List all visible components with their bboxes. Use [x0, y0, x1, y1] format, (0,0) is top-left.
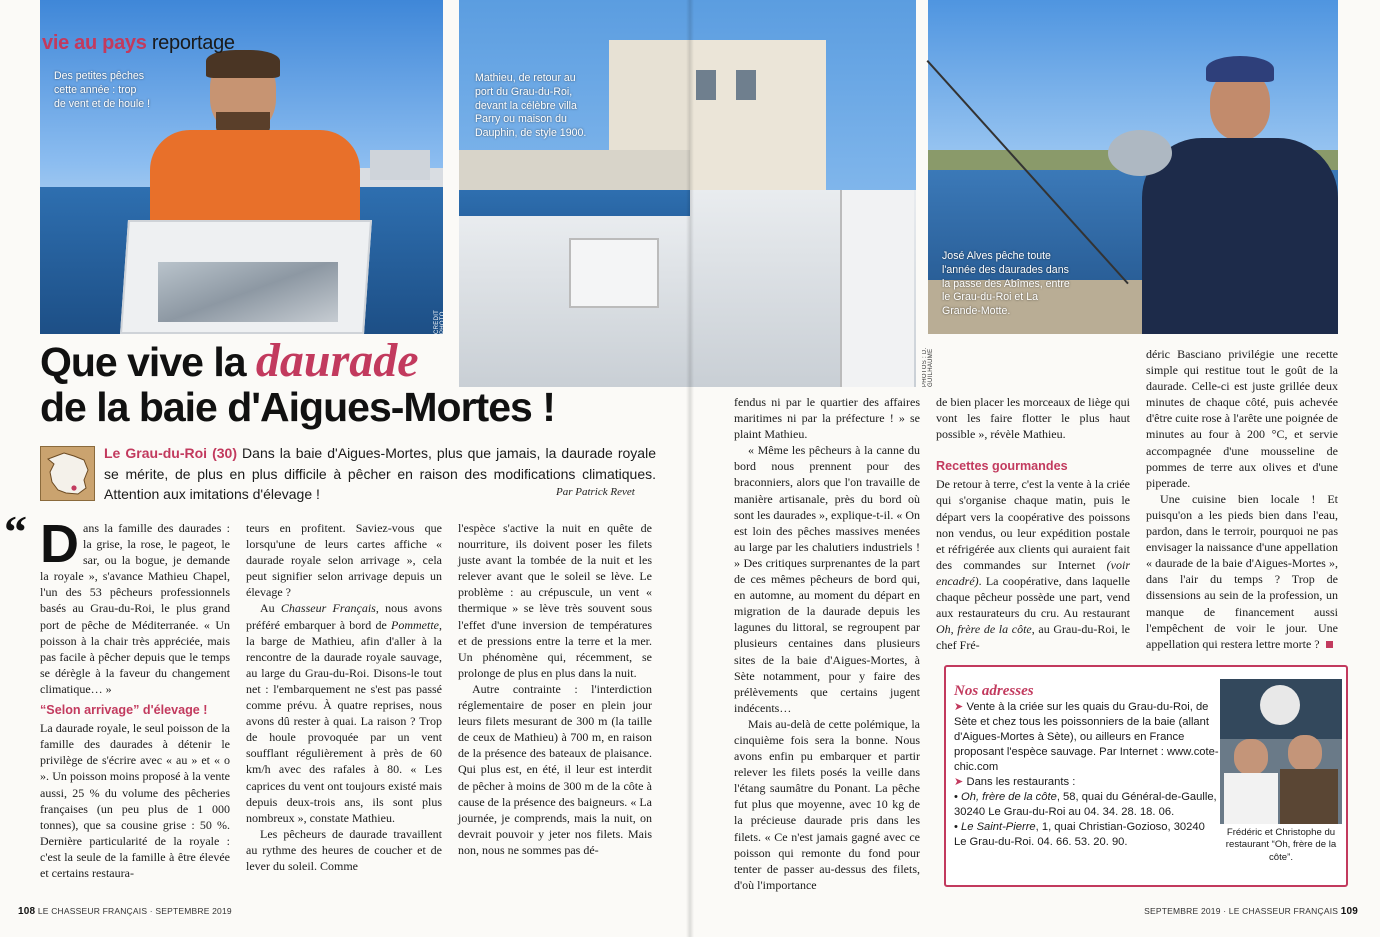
column-3 [458, 520, 652, 858]
column-5 [936, 394, 1130, 653]
caption-photo3: José Alves pêche toute l'année des daurades dans la passe des Abîmes, entre le Grau-du-Roi et La Grande-Motte. [942, 250, 1070, 318]
col4-para1: fendus ni par le quartier des affaires maritimes ni par la préfecture ! » se plaint Mathieu. [734, 395, 920, 442]
author-byline: Par Patrick Revet [556, 486, 635, 498]
page-number-left: 108 [18, 906, 36, 917]
caption-photo1: Des petites pêches cette année : trop de vent et de houle ! [54, 70, 151, 110]
box-photo-caption: Frédéric et Christophe du restaurant “Oh, frère de la côte”. [1225, 827, 1337, 863]
col3-para1: l'espèce s'active la nuit en quête de nourriture, ils doivent poser les filets juste avant la tombée de la nuit et les relever avant que le soleil se lève. Le problème : au crépuscule, un vent « thermique » se lève très souvent sous l'effet d'une inversion de températures et de pressions entre la terre et la mer. Un phénomène qui, récemment, se prolonge de plus en plus dans la nuit. [458, 521, 652, 680]
col2-para1: teurs en profitent. Saviez-vous que lorsqu'une de leurs cartes affiche « daurade royale selon arrivage », cela peut signifier selon arrivage depuis un élevage ? [246, 521, 442, 600]
col2-para3: Les pêcheurs de daurade travaillent au rythme des heures de coucher et de lever du soleil. Comme [246, 826, 442, 873]
article-title [40, 334, 555, 430]
caption-photo2: Mathieu, de retour au port du Grau-du-Roi, devant la célèbre villa Parry ou maison du Dauphin, de style 1900. [475, 72, 587, 140]
title-highlight: daurade [255, 334, 419, 387]
box-item-sale: ➤ Vente à la criée sur les quais du Grau-du-Roi, de Sète et chez tous les poissonniers de la baie (allant d'Aigues-Mortes à Sète), ou ailleurs en France proposant l'espèce sauvage. Par Internet : www.cote-chic.com [954, 701, 1219, 773]
box-item-restaurants: ➤ Dans les restaurants : [954, 776, 1076, 788]
footer-right-text: SEPTEMBRE 2019 · LE CHASSEUR FRANÇAIS [1144, 906, 1339, 916]
col4-para3: Mais au-delà de cette polémique, la cinquième fois sera la bonne. Nous avons enfin pu embarquer et partir relever les filets posés la veille dans l'étang saumâtre du Ponant. La pêche fut plus que moyenne, avec 10 kg de la précieuse daurade pris dans les filets. « Ce n'est jamais gagné avec ce poisson qui remonte du fond pour tenter de passer au-dessus des filets, d'où l'importance [734, 716, 920, 892]
photo-restaurant-chefs [1220, 679, 1342, 824]
box-item-restaurant2: • Le Saint-Pierre, 1, quai Christian-Gozioso, 30240 Le Grau-du-Roi. 04. 66. 53. 20. 90. [954, 821, 1205, 848]
col3-para2: Autre contrainte : l'interdiction réglementaire de poser en plein jour leurs filets mesurant de 300 m (la taille de ceux de Mathieu) à 700 m, en raison de la présence des bateaux de plaisance. Qui plus est, en été, il leur est interdit de pêcher à moins de 300 m de la côte à cause de la présence des baigneurs. « La journée, je comprends, mais la nuit, on devrait pouvoir y jeter nos filets. Mais non, nous ne sommes pas dé- [458, 681, 652, 857]
quote-mark: “ [4, 506, 27, 557]
footer-left [18, 906, 232, 917]
title-start: Que vive la [40, 339, 256, 385]
end-mark-icon [1326, 641, 1333, 648]
page-number-right: 109 [1340, 906, 1358, 917]
box-title: Nos adresses [954, 683, 1034, 699]
intro-text: Dans la baie d'Aigues-Mortes, plus que jamais, la daurade royale se mérite, de plus en plus difficile à pêcher en raison des modifications climatiques. Attention aux imitations d'élevage ! [104, 445, 656, 502]
subheading-recettes: Recettes gourmandes [936, 459, 1068, 474]
box-text [954, 700, 1220, 850]
footer-right [1144, 906, 1358, 917]
photo-jose-alves-fishing [928, 0, 1338, 334]
page-gutter [686, 0, 694, 937]
column-2 [246, 520, 442, 874]
photo-credit: CRÉDIT PHOTO [434, 309, 446, 334]
subheading-selon-arrivage: “Selon arrivage” d'élevage ! [40, 703, 208, 718]
arrow-icon: ➤ [954, 701, 964, 713]
rubric-section: vie au pays [42, 32, 147, 54]
footer-left-text: LE CHASSEUR FRANÇAIS · SEPTEMBRE 2019 [37, 906, 232, 916]
col5-para1: de bien placer les morceaux de liège qui vont les faire flotter le plus haut possible », révèle Mathieu. [936, 395, 1130, 442]
photo-mathieu-at-port [459, 0, 690, 387]
intro-location: Le Grau-du-Roi (30) [104, 445, 237, 461]
col6-para1: déric Basciano privilégie une recette simple qui restitue tout le goût de la daurade. Celle-ci est juste grillée deux minutes de chaque côté, puis achevée d'être cuite rose à l'arête une poignée de minutes au four à 200 °C, et servie accompagnée d'une mousseline de pommes de terre aux olives et d'une piperade. [1146, 347, 1338, 490]
box-item-restaurant1: • Oh, frère de la côte, 58, quai du Général-de-Gaulle, 30240 Le Grau-du-Roi au 04. 34. 28. 18. 06. [954, 791, 1217, 818]
drop-cap: D [40, 514, 79, 574]
column-1 [40, 514, 230, 881]
arrow-icon: ➤ [954, 776, 964, 788]
title-line2: de la baie d'Aigues-Mortes ! [40, 384, 555, 430]
col1-para1: Dans la famille des daurades : la grise, la rose, le pageot, le sar, ou la bogue, je demande la royale », s'avance Mathieu Chapel, l'un des 53 pêcheurs professionnels basés au Grau-du-Roi, le plus grand port de pêche de Méditerranée. « Un poisson à la chair très appréciée, mais pas facile à pêcher depuis que le temps se dérègle à la faveur du changement climatique… » [40, 514, 230, 696]
photo-credit-2: PHOTOS : D. GUILHAUME [922, 347, 934, 387]
addresses-box [944, 665, 1348, 887]
photo-mathieu-at-port-right [690, 0, 934, 387]
col4-para2: « Même les pêcheurs à la canne du bord nous prennent pour des braconniers, alors que l'on travaille de manière artisanale, près du bord où sont les daurades », explique-t-il. « On est loin des pêches massives menées au large par les chalutiers industriels ! » Des critiques surprenantes de la part de ces mêmes pêcheurs de bord qui, en automne, au moment du départ en migration de la daurade depuis les lagunes du littoral, se regroupent par plusieurs centaines dans plusieurs sites de la baie d'Aigues-Mortes, à Sète notamment, pour y faire des prélèvements que certains jugent indécents… [734, 443, 920, 715]
rubric-type: reportage [151, 32, 235, 54]
col5-para2: De retour à terre, c'est la vente à la criée qui s'organise chaque matin, puis le départ vers la coopérative des poissons non vendus, ou leur expédition postale et réfrigérée aux clients qui auraient fait des commandes sur Internet (voir encadré). La coopérative, dans laquelle chaque pêcheur possède une part, vend aux restaurateurs du cru. Au restaurant Oh, frère de la côte, au Grau-du-Roi, le chef Fré- [936, 477, 1130, 653]
france-map-icon [40, 446, 95, 501]
col6-para2: Une cuisine bien locale ! Et puisqu'on a les pieds bien dans l'eau, pardon, dans le terroir, pourquoi ne pas envisager la naissance d'une appellation « daurade de la baie d'Aigues-Mortes », dans l'air du temps ? Trop de dissensions au sein de la profession, un manque de financement aussi l'empêchent de voir le jour. Une appellation qui restera lettre morte ? [1146, 491, 1338, 651]
section-rubric [42, 32, 235, 55]
col2-para2: Au Chasseur Français, nous avons préféré embarquer à bord de Pommette, la barge de Mathieu, afin d'aller à la rencontre de la daurade royale sauvage, au large du Grau-du-Roi. Disons-le tout net : l'embarquement ne s'est pas passé comme prévu. À quatre reprises, nous avons dû rester à quai. La raison ? Trop de houle provoquée par un vent soufflant régulièrement à près de 60 km/h avec des rafales à 80. « Les caprices du vent ont toujours existé mais depuis deux-trois ans, ils sont plus nombreux », constate Mathieu. [246, 601, 443, 825]
column-6 [1146, 346, 1338, 652]
col1-para2: La daurade royale, le seul poisson de la famille des daurades à détenir le privilège de s'écrire avec « au » et « o ». Un poisson moins proposé à la vente aussi, 25 % du volume des pêcheries françaises (un peu plus de 1 000 tonnes), que sa cousine grise : 50 %. Dernière particularité de la royale : c'est la seule de la famille à être élevée et certains restaura- [40, 721, 230, 880]
column-4 [734, 394, 920, 893]
